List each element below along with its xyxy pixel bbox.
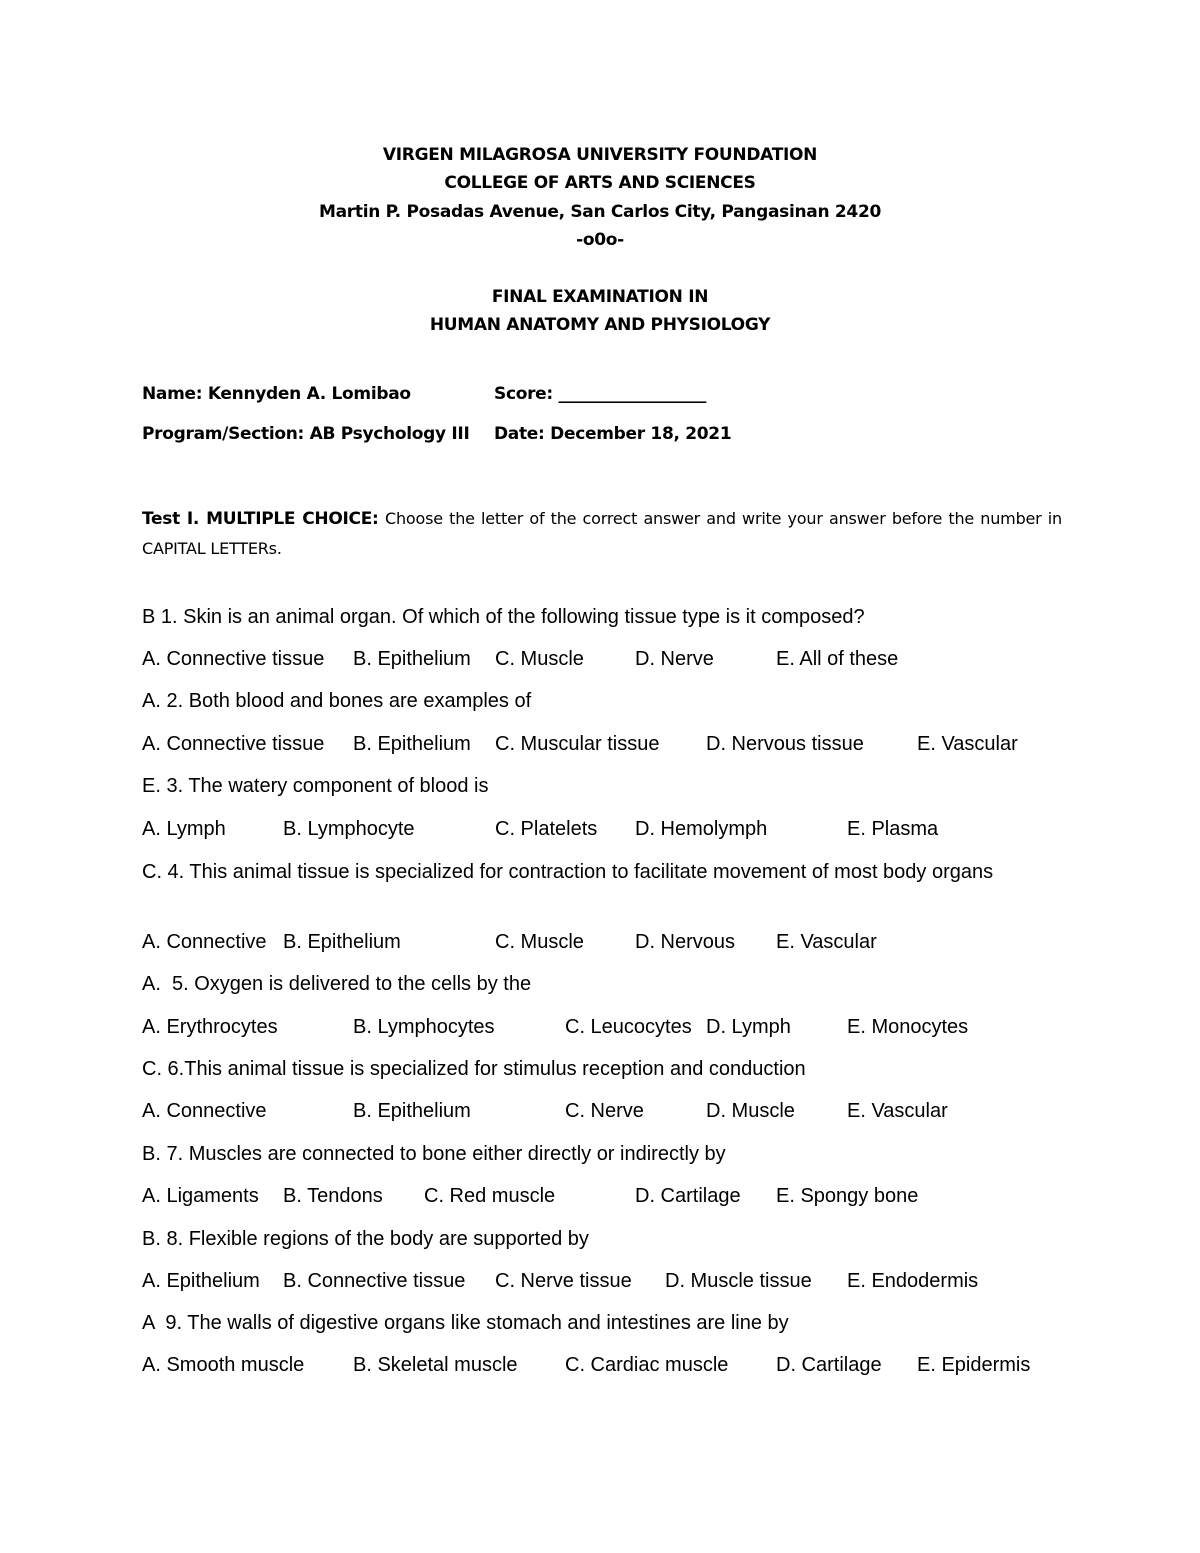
- option-c: C. Nerve tissue: [495, 1270, 632, 1292]
- exam-title-line-1: FINAL EXAMINATION IN: [491, 287, 709, 307]
- option-e: E. Vascular: [776, 931, 877, 953]
- option-b: B. Tendons: [283, 1185, 383, 1207]
- option-d: D. Muscle tissue: [665, 1270, 812, 1292]
- student-name: Name: Kennyden A. Lomibao: [142, 384, 411, 404]
- test-instructions: [142, 504, 1062, 564]
- option-a: A. Connective: [142, 1100, 267, 1122]
- question-5: A. 5. Oxygen is delivered to the cells by the: [142, 973, 532, 995]
- option-e: E. Epidermis: [917, 1354, 1031, 1376]
- option-d: D. Muscle: [706, 1100, 795, 1122]
- question-8: B. 8. Flexible regions of the body are supported by: [142, 1228, 589, 1250]
- option-e: E. Vascular: [847, 1100, 948, 1122]
- question-4: C. 4. This animal tissue is specialized for contraction to facilitate movement of most body organs: [142, 861, 994, 883]
- option-a: A. Connective: [142, 931, 267, 953]
- option-b: B. Lymphocytes: [353, 1016, 495, 1038]
- option-d: D. Nervous: [635, 931, 736, 953]
- test-heading: Test I. MULTIPLE CHOICE:: [142, 509, 379, 529]
- option-d: D. Cartilage: [776, 1354, 882, 1376]
- option-c: C. Red muscle: [424, 1185, 556, 1207]
- header-separator: -o0o-: [576, 230, 624, 250]
- test-instruction-text: Choose the letter of the correct answer and write your answer before the number in CAPITAL LETTERs.: [142, 509, 1062, 558]
- exam-title-line-2: HUMAN ANATOMY AND PHYSIOLOGY: [429, 315, 771, 335]
- option-c: C. Nerve: [565, 1100, 644, 1122]
- option-a: A. Epithelium: [142, 1270, 260, 1292]
- option-b: B. Epithelium: [353, 733, 471, 755]
- option-c: C. Leucocytes: [565, 1016, 692, 1038]
- option-b: B. Lymphocyte: [283, 818, 415, 840]
- question-6: C. 6.This animal tissue is specialized for stimulus reception and conduction: [142, 1058, 806, 1080]
- option-a: A. Connective tissue: [142, 733, 325, 755]
- option-b: B. Skeletal muscle: [353, 1354, 518, 1376]
- option-a: A. Smooth muscle: [142, 1354, 305, 1376]
- option-b: B. Epithelium: [353, 648, 471, 670]
- option-e: E. All of these: [776, 648, 899, 670]
- option-b: B. Connective tissue: [283, 1270, 466, 1292]
- university-address: Martin P. Posadas Avenue, San Carlos City, Pangasinan 2420: [319, 202, 881, 222]
- option-a: A. Connective tissue: [142, 648, 325, 670]
- option-b: B. Epithelium: [283, 931, 401, 953]
- option-d: D. Nerve: [635, 648, 714, 670]
- question-3: E. 3. The watery component of blood is: [142, 775, 489, 797]
- college-name: COLLEGE OF ARTS AND SCIENCES: [444, 173, 756, 193]
- option-c: C. Cardiac muscle: [565, 1354, 729, 1376]
- score-field: Score: __________________: [494, 384, 707, 404]
- option-e: E. Vascular: [917, 733, 1018, 755]
- option-a: A. Lymph: [142, 818, 226, 840]
- program-section: Program/Section: AB Psychology III: [142, 424, 470, 444]
- question-9: A 9. The walls of digestive organs like stomach and intestines are line by: [142, 1312, 789, 1334]
- option-e: E. Plasma: [847, 818, 939, 840]
- option-e: E. Endodermis: [847, 1270, 979, 1292]
- option-a: A. Ligaments: [142, 1185, 259, 1207]
- exam-date: Date: December 18, 2021: [494, 424, 732, 444]
- option-b: B. Epithelium: [353, 1100, 471, 1122]
- option-d: D. Cartilage: [635, 1185, 741, 1207]
- option-e: E. Monocytes: [847, 1016, 969, 1038]
- option-a: A. Erythrocytes: [142, 1016, 278, 1038]
- option-c: C. Muscle: [495, 931, 584, 953]
- option-d: D. Nervous tissue: [706, 733, 864, 755]
- question-1: B 1. Skin is an animal organ. Of which of the following tissue type is it composed?: [142, 606, 865, 628]
- question-7: B. 7. Muscles are connected to bone either directly or indirectly by: [142, 1143, 726, 1165]
- option-c: C. Platelets: [495, 818, 598, 840]
- option-c: C. Muscular tissue: [495, 733, 660, 755]
- question-2: A. 2. Both blood and bones are examples of: [142, 690, 532, 712]
- option-e: E. Spongy bone: [776, 1185, 919, 1207]
- option-d: D. Lymph: [706, 1016, 791, 1038]
- university-name: VIRGEN MILAGROSA UNIVERSITY FOUNDATION: [382, 145, 818, 165]
- option-d: D. Hemolymph: [635, 818, 768, 840]
- option-c: C. Muscle: [495, 648, 584, 670]
